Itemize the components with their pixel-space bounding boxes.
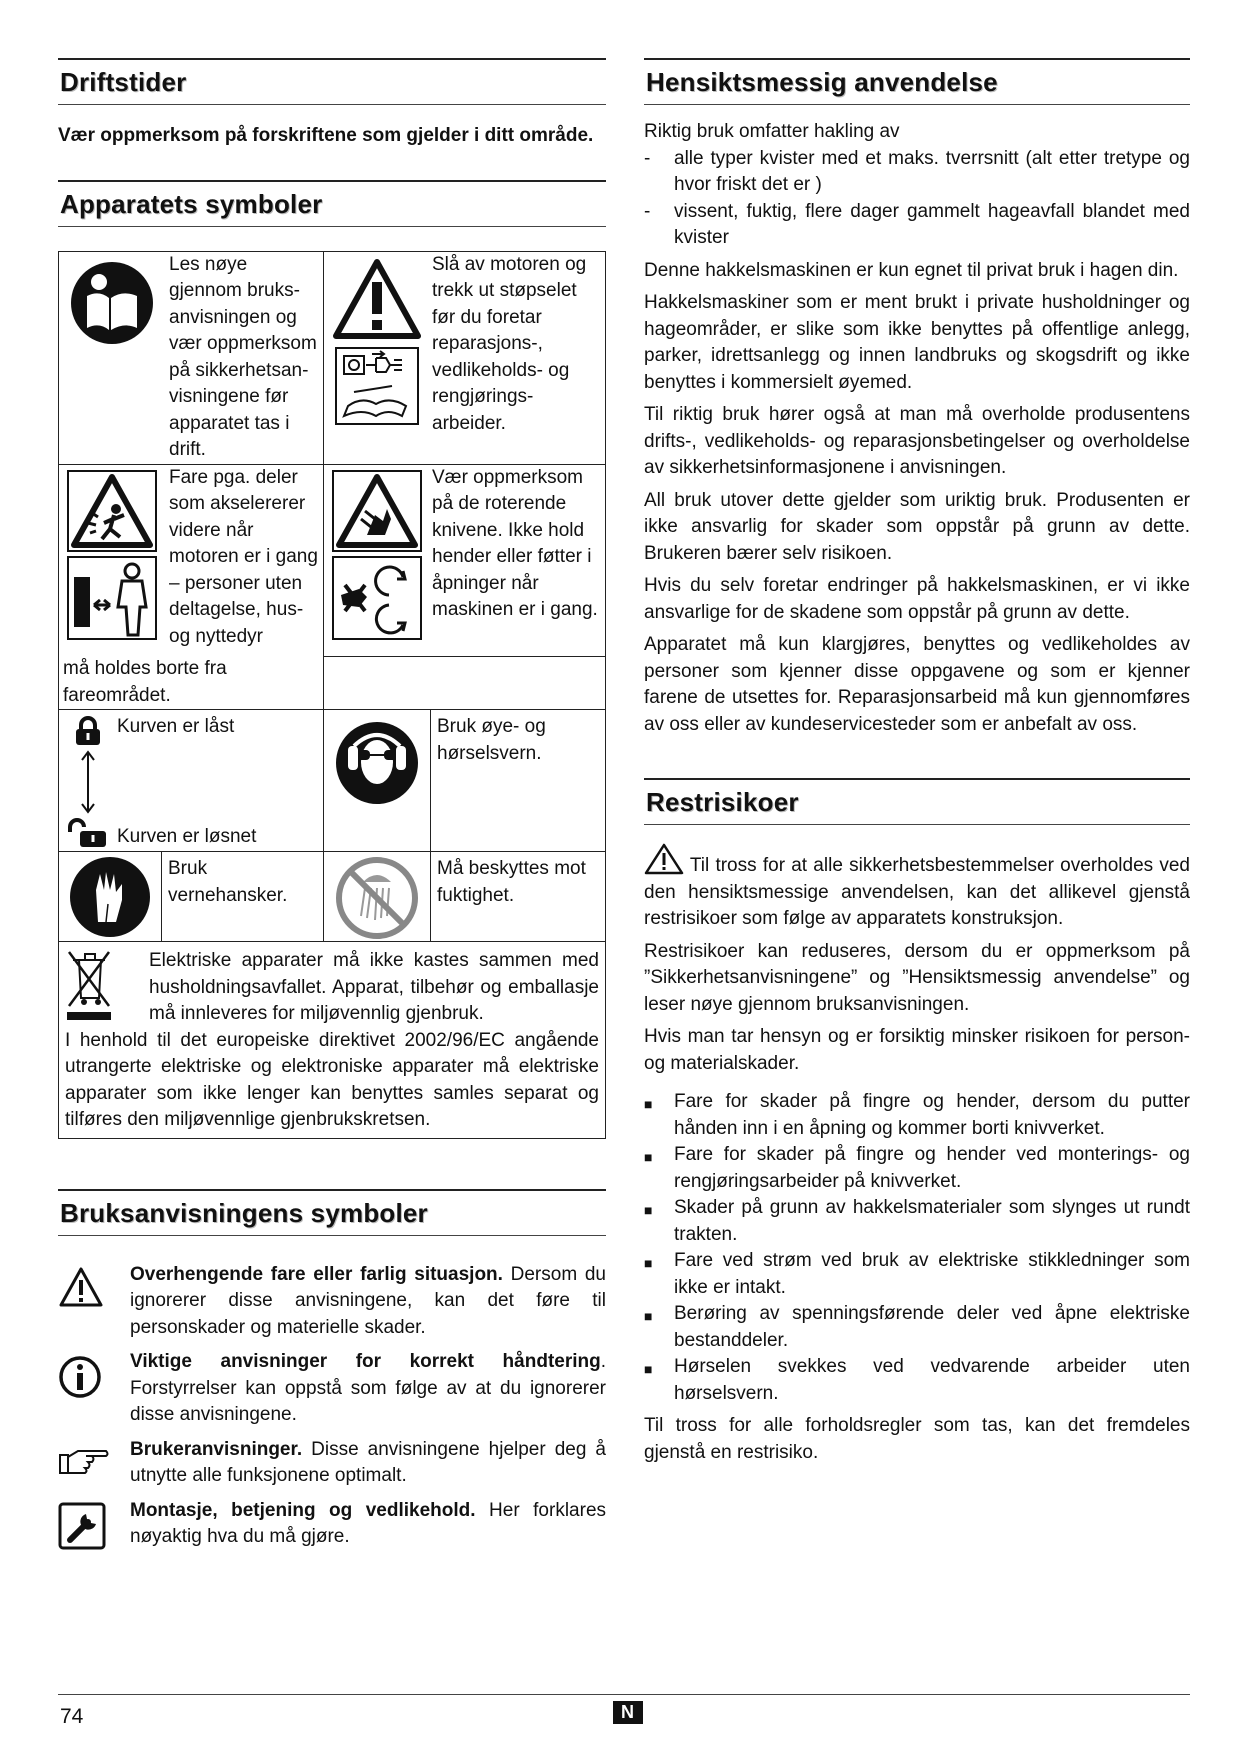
warning-triangle-icon — [644, 843, 684, 875]
info-icon — [58, 1355, 102, 1399]
language-badge: N — [613, 1701, 643, 1724]
moisture-text: Må beskyttes mot fuktighet. — [437, 858, 586, 906]
list-item: ■ Fare for skader på fingre og hender, dersom du putter hånden inn i en åpning og kommer borti knivverket. — [644, 1089, 1190, 1142]
residual-risk-p4: Til tross for alle forholdsregler som tas, kan det fremdeles gjenstå en restrisiko. — [644, 1415, 1190, 1463]
ear-eye-protection-icon — [324, 710, 431, 851]
wrench-icon — [58, 1502, 106, 1550]
symbol-cell-eye-ear — [324, 710, 606, 852]
warning-triangle-icon — [58, 1266, 104, 1308]
note-warning — [58, 1262, 606, 1342]
intended-use-paragraph: Hakkelsmaskiner som er ment brukt i private husholdninger og hageområder, er slike som ikke benyttes på offentlige anlegg, parker, idrettsanlegg og innen landbruks og skogsdrift og ikke benyttes i kommersielt øyemed. — [644, 292, 1190, 393]
warning-triangle-icon — [332, 258, 422, 340]
pointing-hand-icon — [58, 1443, 110, 1477]
residual-risk-p2: Restrisikoer kan reduseres, dersom du er oppmerksom på ”Sikkerhetsanvisningene” og ”Hensiktsmessig anvendelse” og leser nøye gjennom bruksanvisningen. — [644, 940, 1190, 1015]
symbol-cell-read-manual — [59, 251, 324, 464]
double-arrow-icon — [78, 750, 98, 814]
symbol-cell-weee — [59, 942, 606, 1139]
list-item-text: Berøring av spenningsførende deler ved åpne elektriske bestanddeler. — [674, 1303, 1190, 1351]
dash-item: - alle typer kvister med et maks. tverrsnitt (alt etter tretype og hvor friskt det er ) — [644, 146, 1190, 199]
section-title-hensiktsmessig: Hensiktsmessig anvendelse — [644, 58, 1190, 105]
list-item-text: Fare for skader på fingre og hender, dersom du putter hånden inn i en åpning og kommer borti knivverket. — [674, 1091, 1190, 1139]
list-item: ■ Skader på grunn av hakkelsmaterialer som slynges ut rundt trakten. — [644, 1195, 1190, 1248]
section-title-bruksanvisningens-symboler: Bruksanvisningens symboler — [58, 1189, 606, 1236]
intended-use-paragraph: Hvis du selv foretar endringer på hakkelsmaskinen, er vi ikke ansvarlige for de skadene som oppstår på grunn av dette. — [644, 575, 1190, 623]
intended-use-paragraph: Apparatet må kun klargjøres, benyttes og vedlikeholdes av personer som kjenner disse oppgavene og som er kjenner farene de utsettes for. Reparasjonsarbeid må kun gjennomføres av oss eller av kundeservicesteder som er anbefalt av oss. — [644, 634, 1190, 735]
gloves-icon — [59, 852, 162, 941]
page-number: 74 — [60, 1705, 84, 1728]
note-maintenance-bold: Montasje, betjening og vedlikehold. — [130, 1499, 476, 1521]
driftstider-text: Vær oppmerksom på forskriftene som gjelder i ditt område. — [58, 125, 594, 146]
symbol-cell-rotating-knives — [324, 464, 606, 656]
note-user-bold: Brukeranvisninger. — [130, 1438, 303, 1460]
section-title-apparatets-symboler: Apparatets symboler — [58, 180, 606, 227]
residual-risk-p3: Hvis man tar hensyn og er forsiktig minsker risikoen for person- og materialskader. — [644, 1026, 1190, 1074]
intended-use-paragraph: Til riktig bruk hører også at man må overholde produsentens drifts-, vedlikeholds- og reparasjonsbetingelser og overholdelse av sikkerhetsinformasjonene i anvisningen. — [644, 404, 1190, 478]
list-item: ■ Berøring av spenningsførende deler ved åpne elektriske bestanddeler. — [644, 1301, 1190, 1354]
note-info — [58, 1349, 606, 1429]
note-user-text: Disse anvisningene hjelper deg å utnytte alle funksjonene optimalt. — [130, 1438, 606, 1486]
basket-locked-text: Kurven er låst — [117, 716, 235, 737]
symbol-cell-basket — [59, 710, 324, 852]
note-info-bold: Viktige anvisninger for korrekt håndtering — [130, 1351, 601, 1372]
intended-use-paragraph: Denne hakkelsmaskinen er kun egnet til privat bruk i hagen din. — [644, 259, 1179, 281]
symbol-cell-danger-parts-cont — [59, 656, 324, 710]
right-column — [644, 58, 1190, 1466]
rotating-knives-text: Vær oppmerksom på de roterende knivene. Ikke hold hender eller føtter i åpninger når maskinen er i gang. — [432, 466, 598, 620]
switch-off-text: Slå av motoren og trekk ut støpselet før du foretar reparasjons-, vedlikeholds- og rengjørings-arbeider. — [432, 253, 587, 434]
list-item: ■ Fare ved strøm ved bruk av elektriske stikkledninger som ikke er intakt. — [644, 1248, 1190, 1301]
crossed-bin-icon — [65, 948, 149, 1028]
dash-item-text: alle typer kvister med et maks. tverrsnitt (alt etter tretype og hvor friskt det er ) — [674, 147, 1190, 195]
residual-risk-p1 — [644, 843, 1190, 933]
danger-parts-text: Fare pga. deler som akselererer videre når motoren er i gang – personer uten deltagelse, hus- og nyttedyr — [169, 466, 318, 647]
keep-distance-person-icon — [66, 555, 158, 641]
note-warning-bold: Overhengende fare eller farlig situasjon. — [130, 1263, 503, 1285]
device-symbols-table — [58, 251, 606, 1139]
section-title-driftstider: Driftstider — [58, 58, 606, 105]
danger-parts-cont-text: må holdes borte fra fareområdet. — [63, 658, 227, 706]
note-maintenance — [58, 1498, 606, 1551]
rotating-blades-icon — [331, 555, 423, 641]
symbol-cell-gloves — [59, 852, 324, 942]
page-footer — [58, 1694, 1190, 1728]
lock-open-icon — [66, 818, 110, 848]
weee-text-1: Elektriske apparater må ikke kastes sammen med husholdningsavfallet. Apparat, tilbehør og emballasje må innleveres for miljøvennlig gjenbruk. — [149, 950, 599, 1024]
dash-item: - vissent, fuktig, flere dager gammelt hageavfall blandet med kvister — [644, 199, 1190, 252]
list-item-text: Hørselen svekkes ved vedvarende arbeider uten hørselsvern. — [674, 1356, 1190, 1404]
weee-text-2: I henhold til det europeiske direktivet 2002/96/EC angående utrangerte elektriske og elektroniske apparater må elektriske apparater som ikke lenger kan benyttes samles separat og tilføres den miljøvennlige gjenbrukskretsen. — [65, 1029, 599, 1130]
lock-closed-icon — [73, 716, 103, 746]
list-item-text: Fare ved strøm ved bruk av elektriske stikkledninger som ikke er intakt. — [674, 1250, 1190, 1298]
note-user — [58, 1437, 606, 1490]
symbol-cell-moisture — [324, 852, 606, 942]
residual-risk-p1-text: Til tross for at alle sikkerhetsbestemmelser overholdes ved den hensiktsmessige anvendelsen, kan det allikevel gjenstå restrisikoer som følge av apparatets konstruksjon. — [644, 855, 1190, 929]
note-warning-text: Dersom du ignorerer disse anvisningene, kan det føre til personskader og materielle skader. — [130, 1263, 606, 1338]
knife-warning-icon — [331, 469, 423, 553]
read-manual-text: Les nøye gjennom bruks-anvisningen og vær oppmerksom på sikkerhetsan-visningene før apparatet tas i drift. — [169, 253, 317, 460]
dash-item-text: vissent, fuktig, flere dager gammelt hageavfall blandet med kvister — [674, 200, 1190, 248]
list-item-text: Fare for skader på fingre og hender ved monterings- og rengjøringsarbeider på knivverket. — [674, 1144, 1190, 1192]
basket-released-text: Kurven er løsnet — [117, 825, 257, 847]
list-item-text: Skader på grunn av hakkelsmaterialer som slynges ut rundt trakten. — [674, 1197, 1190, 1245]
read-manual-icon — [59, 252, 165, 464]
thrown-objects-warning-icon — [66, 469, 158, 553]
empty-cell — [324, 656, 606, 710]
gloves-text: Bruk vernehansker. — [168, 858, 288, 906]
note-info-text: . Forstyrrelser kan oppstå som følge av at du ignorerer disse anvisningene. — [130, 1351, 606, 1425]
symbol-cell-danger-parts — [59, 464, 324, 656]
unplug-icon — [332, 346, 422, 426]
residual-risk-list — [644, 1089, 1190, 1407]
symbol-cell-switch-off — [324, 251, 606, 464]
list-item: ■ Hørselen svekkes ved vedvarende arbeider uten hørselsvern. — [644, 1354, 1190, 1407]
intended-use-intro: Riktig bruk omfatter hakling av — [644, 121, 900, 142]
section-title-restrisikoer: Restrisikoer — [644, 778, 1190, 825]
intended-use-paragraph: All bruk utover dette gjelder som uriktig bruk. Produsenten er ikke ansvarlig for skader som oppstår på grunn av dette. Brukeren bærer selv risikoen. — [644, 489, 1190, 564]
no-moisture-icon — [324, 852, 431, 941]
eye-ear-text: Bruk øye- og hørselsvern. — [437, 716, 546, 764]
manual-symbols-list — [58, 1262, 606, 1551]
left-column — [58, 58, 606, 1559]
list-item: ■ Fare for skader på fingre og hender ved monterings- og rengjøringsarbeider på knivverket. — [644, 1142, 1190, 1195]
note-maintenance-text: Her forklares nøyaktig hva du må gjøre. — [130, 1499, 607, 1547]
